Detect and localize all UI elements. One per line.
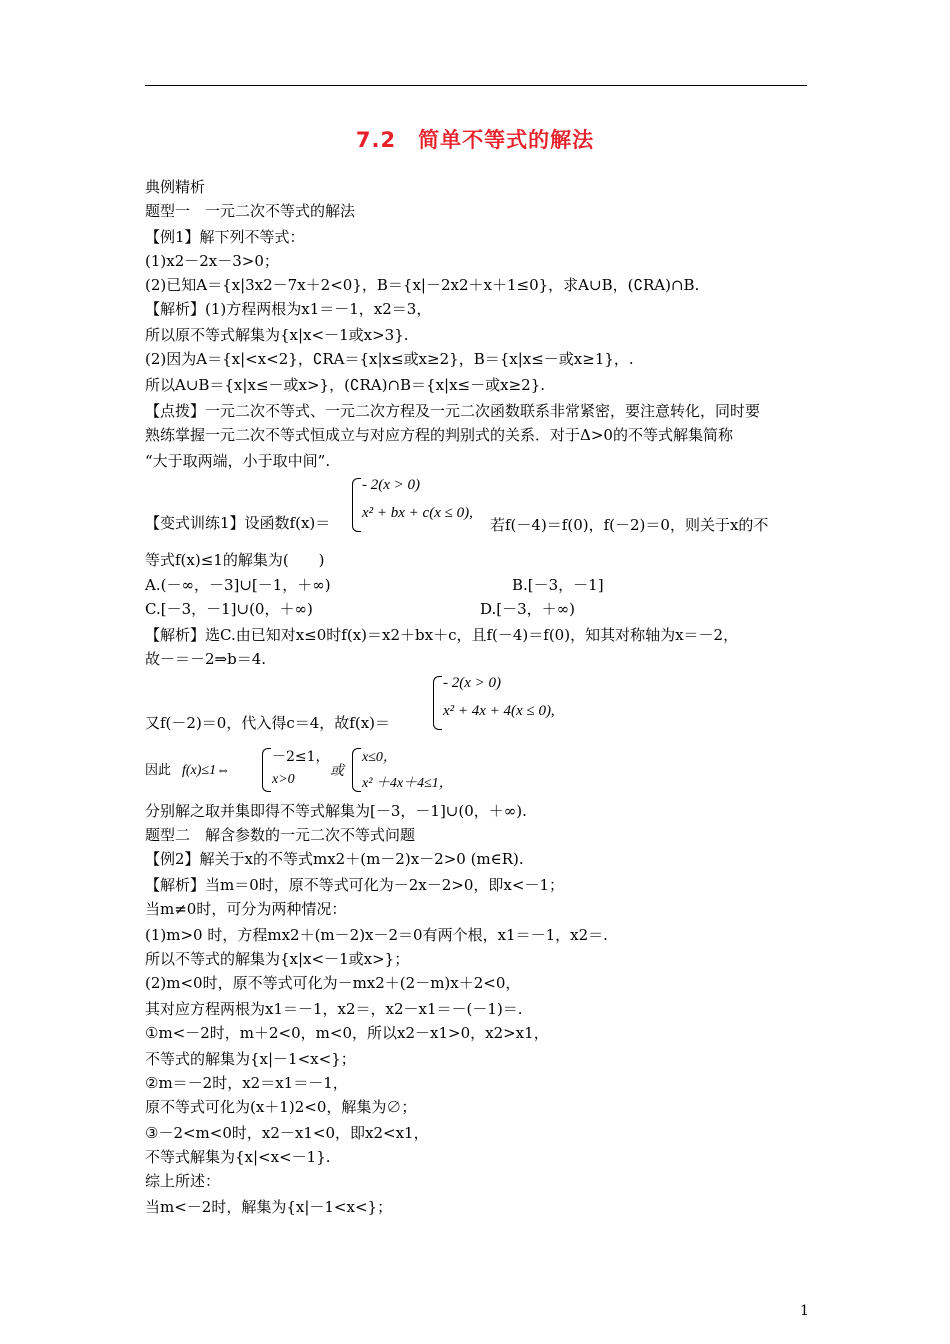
ex2-line-7: ①m<－2时，m＋2<0，m<0，所以x2－x1>0，x2>x1，	[145, 1024, 549, 1042]
ex2-line-2: 当m≠0时，可分为两种情况：	[145, 900, 347, 918]
piecewise-brace-1	[352, 478, 361, 532]
ex2-line-3: (1)m>0 时，方程mx2＋(m－2)x－2＝0有两个根，x1＝－1，x2＝.	[145, 926, 608, 944]
variant-solution-1: 【解析】选C.由已知对x≤0时f(x)＝x2＋bx＋c，且f(－4)＝f(0)，知其对称轴为x＝－2，	[145, 626, 739, 644]
ex2-line-5: (2)m<0时，原不等式可化为－mx2＋(2－m)x＋2<0，	[145, 974, 521, 992]
ex2-line-13: 综上所述：	[145, 1172, 221, 1190]
ex2-line-4: 所以不等式的解集为{x|x<－1或x>}；	[145, 950, 410, 968]
page-title: 7.2 简单不等式的解法	[355, 128, 595, 152]
piece-4: x² + 4x + 4(x ≤ 0),	[443, 703, 555, 719]
variant-solution-4: 分别解之取并集即得不等式解集为[－3，－1]∪(0，＋∞).	[145, 802, 527, 820]
system-2a: x≤0，	[362, 750, 397, 765]
ex2-line-8: 不等式的解集为{x|－1<x<}；	[145, 1050, 356, 1068]
ex2-line-12: 不等式解集为{x|<x<－1}.	[145, 1148, 331, 1166]
option-a: A.(－∞，－3]∪[－1，＋∞)	[145, 576, 331, 594]
system-brace-1	[262, 748, 271, 792]
option-b: B.[－3，－1]	[512, 576, 604, 594]
ex2-line-6: 其对应方程两根为x1＝－1，x2＝，x2－x1＝－(－1)＝.	[145, 1000, 523, 1018]
system-1b: x>0	[272, 772, 295, 787]
piece-1: - 2(x > 0)	[362, 477, 421, 493]
page-number: 1	[800, 1303, 809, 1319]
header-rule	[145, 85, 807, 86]
solution-line-4: 所以A∪B＝{x|x≤－或x>}，(∁RA)∩B＝{x|x≤－或x≥2}.	[145, 376, 546, 394]
system-2b: x² ＋4x＋4≤1，	[362, 776, 453, 791]
example-2-label: 【例2】解关于x的不等式mx2＋(m－2)x－2>0 (m∈R).	[145, 850, 524, 868]
piece-3: - 2(x > 0)	[443, 675, 502, 691]
option-c: C.[－3，－1]∪(0，＋∞)	[145, 600, 313, 618]
system-brace-2	[352, 748, 361, 792]
piecewise-brace-2	[433, 676, 442, 730]
ex2-line-11: ③－2<m<0时，x2－x1<0，即x2<x1，	[145, 1124, 429, 1142]
ex2-line-1: 【解析】当m＝0时，原不等式可化为－2x－2>0，即x<－1；	[145, 876, 564, 894]
variant-prefix: 【变式训练1】设函数f(x)＝	[145, 514, 331, 532]
note-line-1: 【点拨】一元二次不等式、一元二次方程及一元二次函数联系非常紧密，要注意转化，同时要	[145, 402, 761, 420]
example-1-part1: (1)x2－2x－3>0；	[145, 252, 279, 270]
section-label: 典例精析	[145, 178, 206, 196]
note-line-3: “大于取两端，小于取中间”.	[145, 452, 331, 470]
system-or: 或	[330, 763, 344, 779]
example-1-part2: (2)已知A＝{x|3x2－7x＋2<0}，B＝{x|－2x2＋x＋1≤0}，求A∪B，(∁RA)∩B.	[145, 276, 700, 294]
ex2-line-9: ②m＝－2时，x2＝x1＝－1，	[145, 1074, 348, 1092]
type-heading-2: 题型二 解含参数的一元二次不等式问题	[145, 826, 416, 844]
solution-line-3: (2)因为A＝{x|<x<2}，∁RA＝{x|x≤或x≥2}，B＝{x|x≤－或x≥1}，.	[145, 350, 634, 368]
example-1-label: 【例1】解下列不等式：	[145, 228, 305, 246]
option-d: D.[－3，＋∞)	[480, 600, 576, 618]
system-fx: f(x)≤1⇔	[182, 763, 231, 778]
variant-solution-2: 故－＝－2⇒b＝4.	[145, 650, 267, 668]
variant-suffix: 若f(－4)＝f(0)，f(－2)＝0，则关于x的不	[490, 516, 769, 534]
solution-line-1: 【解析】(1)方程两根为x1＝－1，x2＝3，	[145, 300, 432, 318]
ex2-line-14: 当m<－2时，解集为{x|－1<x<}；	[145, 1198, 393, 1216]
solution-line-2: 所以原不等式解集为{x|x<－1或x>3}.	[145, 326, 409, 344]
note-line-2: 熟练掌握一元二次不等式恒成立与对应方程的判别式的关系．对于Δ>0的不等式解集简称	[145, 426, 733, 444]
variant-line-2: 等式f(x)≤1的解集为( )	[145, 551, 325, 569]
ex2-line-10: 原不等式可化为(x＋1)2<0，解集为∅；	[145, 1098, 417, 1116]
system-prefix: 因此	[145, 763, 172, 778]
piece-2: x² + bx + c(x ≤ 0),	[362, 505, 473, 521]
variant-solution-3: 又f(－2)＝0，代入得c＝4，故f(x)＝	[145, 714, 391, 732]
type-heading-1: 题型一 一元二次不等式的解法	[145, 202, 356, 220]
system-1a: －2≤1，	[272, 749, 330, 765]
